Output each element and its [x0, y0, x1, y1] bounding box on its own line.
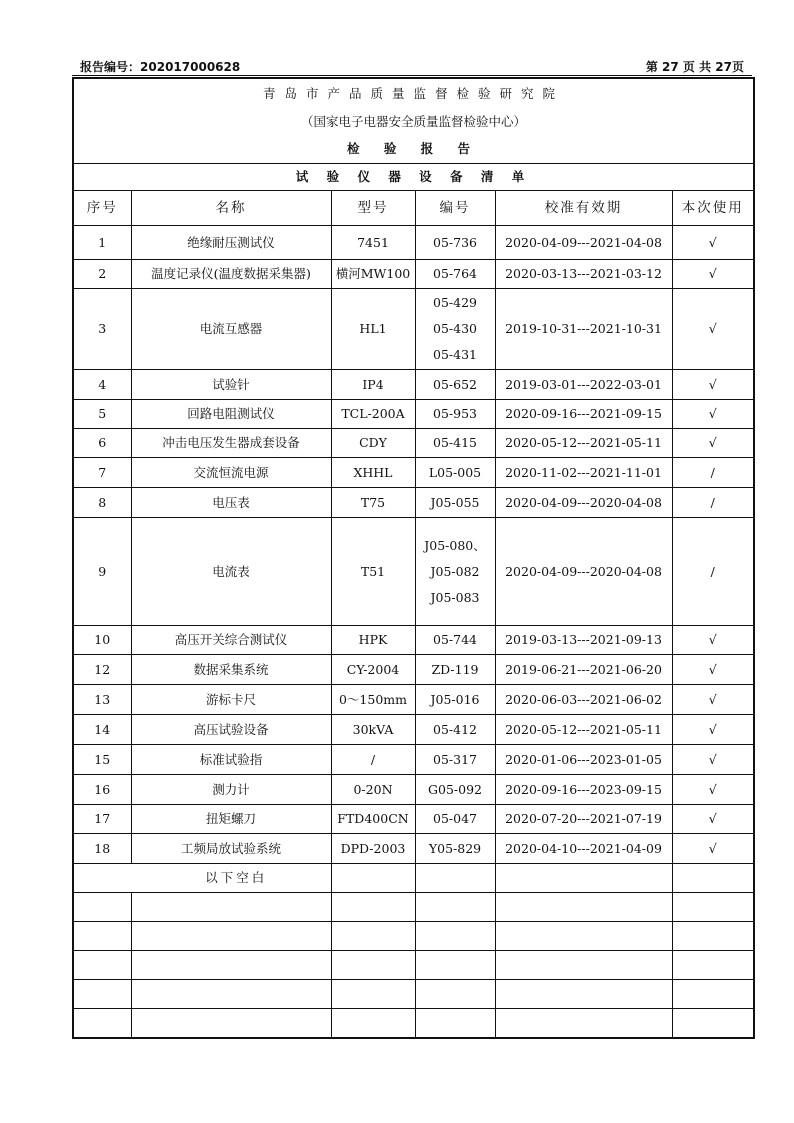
row-number: 3 [73, 289, 131, 370]
equipment-name: 游标卡尺 [131, 685, 331, 715]
row-number: 8 [73, 488, 131, 518]
empty-cell [415, 922, 495, 951]
equipment-id: 05-429 [433, 295, 477, 310]
equipment-name: 试验针 [131, 370, 331, 400]
header-rule [72, 75, 752, 76]
equipment-id: L05-005 [428, 464, 482, 480]
column-header: 校准有效期 [495, 191, 672, 226]
equipment-name: 电流互感器 [131, 289, 331, 370]
empty-cell [415, 951, 495, 980]
equipment-ids [415, 488, 495, 518]
empty-cell [331, 980, 415, 1009]
equipment-name: 数据采集系统 [131, 655, 331, 685]
equipment-id: 05-431 [433, 347, 477, 362]
calibration-validity: 2020-09-16---2021-09-15 [495, 400, 672, 429]
equipment-model: IP4 [331, 370, 415, 400]
row-number: 7 [73, 458, 131, 488]
empty-cell [672, 951, 754, 980]
row-number: 17 [73, 805, 131, 834]
equipment-name: 高压开关综合测试仪 [131, 626, 331, 655]
equipment-name: 冲击电压发生器成套设备 [131, 429, 331, 458]
equipment-id: J05-082 [430, 563, 480, 579]
report-title: 检 验 报 告 [73, 135, 754, 164]
equipment-model: 横河MW100 [331, 260, 415, 289]
equipment-model: 0-20N [331, 775, 415, 805]
row-number: 15 [73, 745, 131, 775]
table-row [73, 370, 754, 400]
equipment-ids [415, 458, 495, 488]
calibration-validity: 2020-06-03---2021-06-02 [495, 685, 672, 715]
equipment-name: 交流恒流电源 [131, 458, 331, 488]
equipment-id: 05-047 [433, 811, 477, 826]
calibration-validity: 2020-11-02---2021-11-01 [495, 458, 672, 488]
equipment-model: HPK [331, 626, 415, 655]
column-header: 型号 [331, 191, 415, 226]
calibration-validity: 2020-04-09---2020-04-08 [495, 488, 672, 518]
table-row [73, 834, 754, 864]
empty-cell [131, 922, 331, 951]
page-indicator: 第 27 页 共 27页 [645, 60, 744, 74]
table-row [73, 518, 754, 626]
empty-cell [672, 1009, 754, 1039]
empty-cell [415, 980, 495, 1009]
used-mark: √ [672, 429, 754, 458]
blank-note: 以下空白 [73, 864, 331, 893]
blank-note-row [73, 864, 754, 893]
calibration-validity: 2020-03-13---2021-03-12 [495, 260, 672, 289]
calibration-validity: 2019-06-21---2021-06-20 [495, 655, 672, 685]
equipment-id: 05-652 [433, 376, 477, 392]
equipment-id: 05-415 [433, 435, 477, 450]
equipment-name: 回路电阻测试仪 [131, 400, 331, 429]
empty-cell [495, 980, 672, 1009]
empty-row [73, 980, 754, 1009]
empty-cell [331, 1009, 415, 1039]
equipment-model: 0～150mm [331, 685, 415, 715]
equipment-model: FTD400CN [331, 805, 415, 834]
equipment-ids [415, 429, 495, 458]
calibration-validity: 2019-10-31---2021-10-31 [495, 289, 672, 370]
equipment-ids [415, 370, 495, 400]
used-mark: √ [672, 834, 754, 864]
equipment-name: 高压试验设备 [131, 715, 331, 745]
calibration-validity: 2020-09-16---2023-09-15 [495, 775, 672, 805]
equipment-id: 05-744 [433, 632, 477, 647]
table-row [73, 226, 754, 260]
equipment-name: 工频局放试验系统 [131, 834, 331, 864]
used-mark: / [672, 488, 754, 518]
empty-cell [131, 951, 331, 980]
equipment-model: CDY [331, 429, 415, 458]
row-number: 5 [73, 400, 131, 429]
empty-cell [73, 951, 131, 980]
equipment-ids [415, 400, 495, 429]
used-mark: √ [672, 226, 754, 260]
equipment-id: 05-764 [433, 266, 477, 281]
column-header: 序号 [73, 191, 131, 226]
equipment-model: T75 [331, 488, 415, 518]
equipment-ids [415, 260, 495, 289]
empty-cell [415, 893, 495, 922]
table-row [73, 400, 754, 429]
equipment-ids [415, 226, 495, 260]
row-number: 13 [73, 685, 131, 715]
equipment-model: XHHL [331, 458, 415, 488]
equipment-name: 标准试验指 [131, 745, 331, 775]
empty-cell [495, 893, 672, 922]
calibration-validity: 2020-05-12---2021-05-11 [495, 715, 672, 745]
empty-row [73, 951, 754, 980]
equipment-model: CY-2004 [331, 655, 415, 685]
row-number: 9 [73, 518, 131, 626]
column-header: 本次使用 [672, 191, 754, 226]
equipment-model: T51 [331, 518, 415, 626]
equipment-id: Y05-829 [428, 840, 482, 856]
row-number: 4 [73, 370, 131, 400]
equipment-name: 扭矩螺刀 [131, 805, 331, 834]
table-row [73, 685, 754, 715]
row-number: 2 [73, 260, 131, 289]
row-number: 16 [73, 775, 131, 805]
table-row [73, 488, 754, 518]
table-row [73, 458, 754, 488]
equipment-model: HL1 [331, 289, 415, 370]
equipment-id: G05-092 [428, 781, 482, 797]
row-number: 18 [73, 834, 131, 864]
equipment-id: 05-953 [433, 406, 477, 421]
empty-cell [73, 922, 131, 951]
row-number: 14 [73, 715, 131, 745]
used-mark: √ [672, 685, 754, 715]
equipment-model: TCL-200A [331, 400, 415, 429]
empty-cell [495, 951, 672, 980]
empty-cell [73, 893, 131, 922]
empty-cell [73, 1009, 131, 1039]
calibration-validity: 2020-04-09---2020-04-08 [495, 518, 672, 626]
table-row [73, 289, 754, 370]
equipment-id: J05-083 [430, 589, 480, 605]
calibration-validity: 2019-03-01---2022-03-01 [495, 370, 672, 400]
used-mark: √ [672, 626, 754, 655]
table-row [73, 260, 754, 289]
equipment-id: J05-016 [430, 691, 480, 707]
table-row [73, 626, 754, 655]
equipment-id: ZD-119 [431, 661, 479, 677]
used-mark: √ [672, 775, 754, 805]
empty-row [73, 1009, 754, 1039]
equipment-name: 绝缘耐压测试仪 [131, 226, 331, 260]
empty-cell [331, 893, 415, 922]
equipment-name: 电流表 [131, 518, 331, 626]
equipment-ids [415, 715, 495, 745]
used-mark: √ [672, 289, 754, 370]
report-header [80, 58, 744, 74]
empty-cell [672, 893, 754, 922]
equipment-model: 30kVA [331, 715, 415, 745]
equipment-name: 温度记录仪(温度数据采集器) [131, 260, 331, 289]
equipment-id: 05-430 [433, 321, 477, 336]
used-mark: √ [672, 715, 754, 745]
calibration-validity: 2020-05-12---2021-05-11 [495, 429, 672, 458]
equipment-ids [415, 805, 495, 834]
equipment-ids [415, 626, 495, 655]
row-number: 10 [73, 626, 131, 655]
column-header: 编号 [415, 191, 495, 226]
equipment-name: 测力计 [131, 775, 331, 805]
equipment-ids [415, 834, 495, 864]
equipment-model: / [331, 745, 415, 775]
empty-cell [331, 951, 415, 980]
empty-cell [131, 1009, 331, 1039]
calibration-validity: 2020-04-10---2021-04-09 [495, 834, 672, 864]
table-row [73, 745, 754, 775]
table-row [73, 715, 754, 745]
report-number: 报告编号：202017000628 [80, 60, 241, 74]
equipment-ids [415, 685, 495, 715]
equipment-id: 05-317 [433, 751, 477, 767]
column-header: 名称 [131, 191, 331, 226]
equipment-id: J05-055 [430, 494, 480, 510]
row-number: 12 [73, 655, 131, 685]
empty-cell [415, 1009, 495, 1039]
equipment-id: J05-080、 [424, 537, 486, 553]
equipment-ids [415, 289, 495, 370]
table-header-row [73, 191, 754, 226]
used-mark: √ [672, 400, 754, 429]
table-row [73, 655, 754, 685]
equipment-ids [415, 775, 495, 805]
section-title: 试 验 仪 器 设 备 清 单 [73, 164, 754, 191]
equipment-id: 05-412 [433, 721, 477, 737]
empty-cell [672, 922, 754, 951]
empty-cell [495, 1009, 672, 1039]
equipment-table [72, 77, 755, 1039]
empty-cell [495, 864, 672, 893]
table-row [73, 429, 754, 458]
empty-cell [495, 922, 672, 951]
used-mark: √ [672, 655, 754, 685]
empty-row [73, 922, 754, 951]
used-mark: √ [672, 370, 754, 400]
equipment-model: 7451 [331, 226, 415, 260]
equipment-model: DPD-2003 [331, 834, 415, 864]
row-number: 1 [73, 226, 131, 260]
table-row [73, 805, 754, 834]
used-mark: √ [672, 745, 754, 775]
calibration-validity: 2019-03-13---2021-09-13 [495, 626, 672, 655]
organization-name: 青岛市产品质量监督检验研究院 [73, 78, 754, 109]
empty-cell [415, 864, 495, 893]
used-mark: √ [672, 260, 754, 289]
empty-cell [331, 864, 415, 893]
equipment-id: 05-736 [433, 234, 477, 250]
organization-subtitle: （国家电子电器安全质量监督检验中心） [73, 109, 754, 135]
equipment-name: 电压表 [131, 488, 331, 518]
used-mark: / [672, 458, 754, 488]
row-number: 6 [73, 429, 131, 458]
table-row [73, 775, 754, 805]
calibration-validity: 2020-04-09---2021-04-08 [495, 226, 672, 260]
empty-cell [131, 893, 331, 922]
empty-cell [672, 980, 754, 1009]
used-mark: √ [672, 805, 754, 834]
used-mark: / [672, 518, 754, 626]
empty-cell [331, 922, 415, 951]
equipment-ids [415, 745, 495, 775]
equipment-ids [415, 518, 495, 626]
calibration-validity: 2020-07-20---2021-07-19 [495, 805, 672, 834]
empty-cell [131, 980, 331, 1009]
empty-cell [73, 980, 131, 1009]
empty-cell [672, 864, 754, 893]
equipment-ids [415, 655, 495, 685]
empty-row [73, 893, 754, 922]
calibration-validity: 2020-01-06---2023-01-05 [495, 745, 672, 775]
